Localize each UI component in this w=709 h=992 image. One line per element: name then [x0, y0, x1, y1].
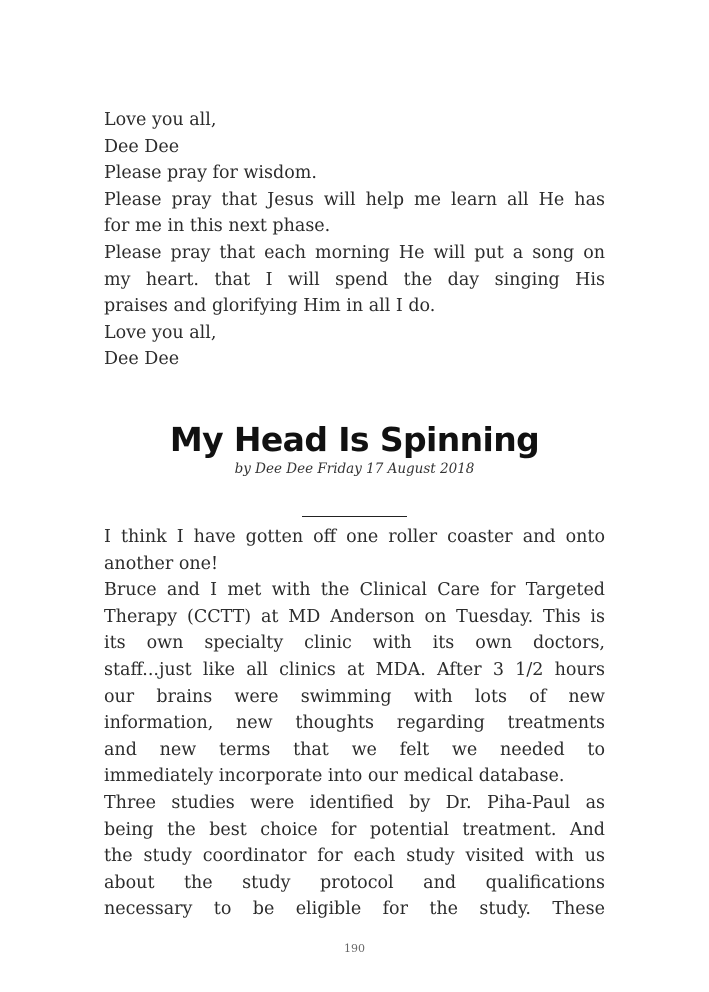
text-line: the study coordinator for each study visited with us [104, 846, 605, 867]
article-title: My Head Is Spinning [169, 420, 540, 459]
text-line: and new terms that we felt we needed to [104, 739, 605, 760]
text-line: immediately incorporate into our medical database. [104, 766, 565, 787]
article-byline: by Dee Dee Friday 17 August 2018 [234, 461, 475, 477]
text-line: Please pray that Jesus will help me learn all He has [104, 189, 605, 210]
text-line: about the study protocol and qualifications [104, 872, 605, 893]
text-line: being the best choice for potential treatment. And [104, 819, 605, 840]
text-line: Please pray for wisdom. [104, 163, 317, 184]
text-line: my heart. that I will spend the day singing His [104, 269, 605, 290]
text-line: praises and glorifying Him in all I do. [104, 296, 436, 317]
text-line: Dee Dee [104, 136, 180, 157]
text-line: its own specialty clinic with its own doctors, [104, 633, 605, 654]
text-line: Love you all, [104, 322, 217, 343]
text-line: for me in this next phase. [104, 216, 331, 237]
text-line: our brains were swimming with lots of new [104, 686, 605, 707]
article-body [104, 524, 605, 923]
text-line: Three studies were identified by Dr. Piha-Paul as [104, 792, 605, 813]
text-line: I think I have gotten off one roller coaster and onto [104, 527, 605, 547]
text-line: Love you all, [104, 110, 217, 130]
text-line: Therapy (CCTT) at MD Anderson on Tuesday. This is [104, 606, 605, 627]
text-line: information, new thoughts regarding treatments [104, 713, 605, 734]
text-line: Dee Dee [104, 349, 180, 370]
text-line: staff...just like all clinics at MDA. After 3 1/2 hours [104, 659, 605, 680]
top-text-block [104, 107, 605, 373]
section-divider [302, 516, 407, 517]
text-line: another one! [104, 553, 219, 574]
text-line: necessary to be eligible for the study. These [104, 899, 605, 920]
page-number: 190 [344, 942, 365, 955]
text-line: Please pray that each morning He will put a song on [104, 242, 605, 263]
text-line: Bruce and I met with the Clinical Care for Targeted [104, 580, 605, 601]
